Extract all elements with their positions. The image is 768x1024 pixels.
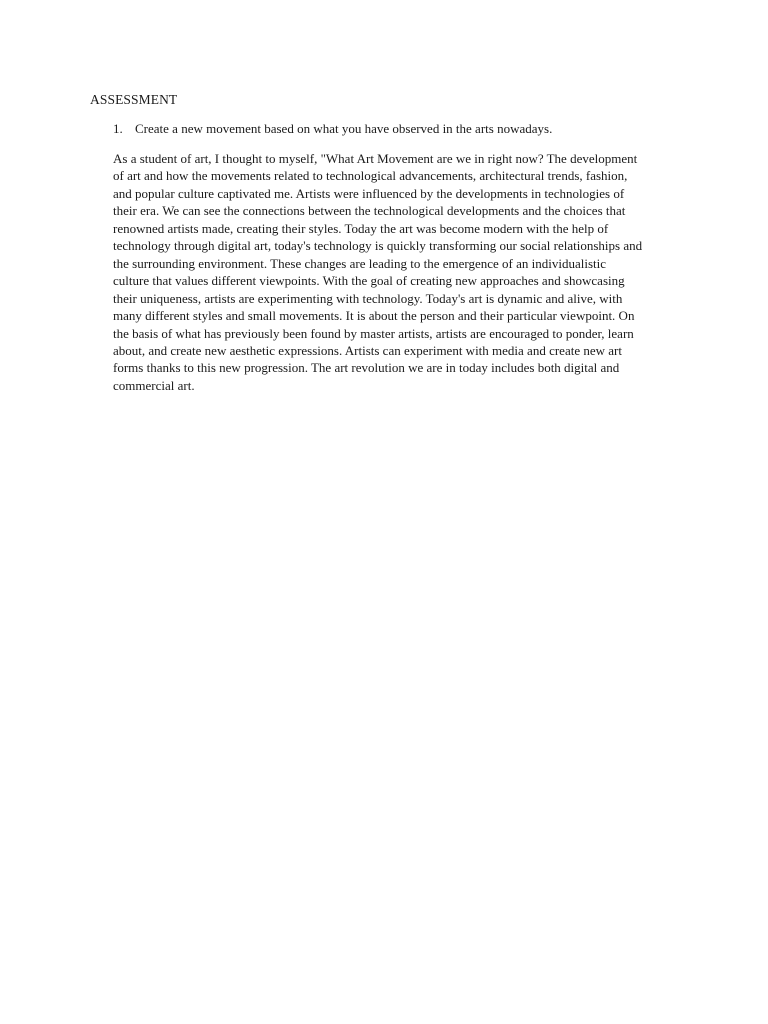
answer-paragraph xyxy=(113,150,681,394)
paragraph-line: technology through digital art, today's technology is quickly transforming our social relationships and xyxy=(113,238,643,254)
question-text: Create a new movement based on what you have observed in the arts nowadays. xyxy=(135,121,553,136)
question-item xyxy=(113,120,673,138)
paragraph-line: forms thanks to this new progression. The art revolution we are in today includes both digital and xyxy=(113,360,620,376)
paragraph-line: culture that values different viewpoints. With the goal of creating new approaches and showcasing xyxy=(113,273,625,289)
paragraph-line: commercial art. xyxy=(113,377,195,393)
paragraph-line: the basis of what has previously been found by master artists, artists are encouraged to ponder, learn xyxy=(113,325,634,341)
question-number: 1. xyxy=(113,121,123,136)
paragraph-line: their era. We can see the connections between the technological developments and the choices that xyxy=(113,203,626,219)
paragraph-line: their uniqueness, artists are experimenting with technology. Today's art is dynamic and alive, with xyxy=(113,290,623,306)
paragraph-line: As a student of art, I thought to myself, "What Art Movement are we in right now? The development xyxy=(113,151,638,166)
document-heading: ASSESSMENT xyxy=(90,92,178,107)
paragraph-line: of art and how the movements related to technological advancements, architectural trends, fashion, xyxy=(113,168,628,184)
paragraph-line: the surrounding environment. These changes are leading to the emergence of an individualistic xyxy=(113,255,607,271)
paragraph-line: about, and create new aesthetic expressions. Artists can experiment with media and create new art xyxy=(113,342,622,358)
paragraph-line: many different styles and small movements. It is about the person and their particular viewpoint. On xyxy=(113,308,635,324)
paragraph-line: and popular culture captivated me. Artists were influenced by the developments in technologies of xyxy=(113,185,625,201)
paragraph-line: renowned artists made, creating their styles. Today the art was become modern with the help of xyxy=(113,220,609,236)
